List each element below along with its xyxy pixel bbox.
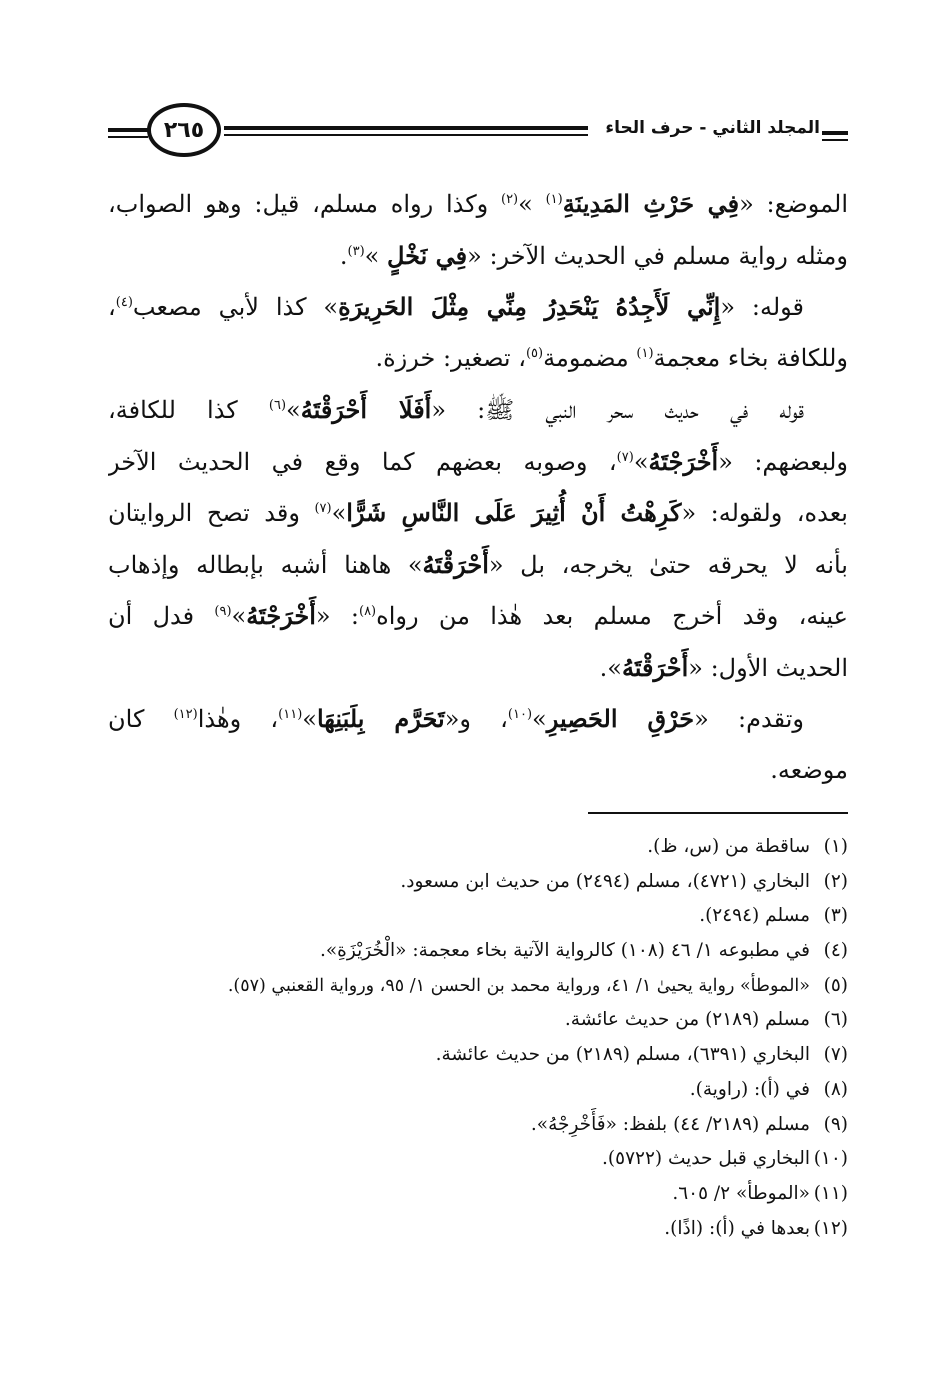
footnote — [108, 830, 848, 865]
header-rule — [224, 126, 588, 130]
footnote-ref: (٣) — [347, 243, 365, 259]
footnote-number: (٦) — [823, 1009, 848, 1031]
footnote-ref: (١١) — [278, 707, 303, 722]
header-rule — [822, 131, 848, 135]
page-number: ٢٦٥ — [163, 117, 205, 143]
footnote-text: بعدها في (أ): (اذًا). — [664, 1217, 810, 1239]
footnote-text: في مطبوعه ١/ ٤٦ (١٠٨) كالرواية الآتية بخاء معجمة: «الْخُرَيْزَةِ». — [319, 940, 810, 962]
footnote-number: (٣) — [823, 905, 848, 927]
body-line: الموضع: «فِي حَرْثِ المَدِينَةِ$^{(١)}$ »$^{(٢)}$ وكذا رواه مسلم، قيل: وهو الصواب، — [108, 189, 848, 218]
body-line: ومثله رواية مسلم في الحديث الآخر: «فِي نَخْلٍ »$^{(٣)}$. — [339, 240, 848, 270]
footnote-ref: (٥) — [525, 345, 544, 361]
body-line: قوله: «إِنِّي لَأَجِدُهُ يَنْحَدِرُ مِنِّي مِثْلَ الحَرِيرَةِ» كذا لأبي مصعب$^{(٤)}$، — [108, 292, 805, 321]
header-rule — [108, 136, 148, 138]
footnote — [108, 1108, 848, 1143]
footnote-number: (٩) — [823, 1113, 848, 1135]
footnote-number: (١) — [823, 836, 848, 857]
body-line: عينه، وقد أخرج مسلم بعد هٰذا من رواه$^{(٨)}$: «أَخْرَجْتَهُ»$^{(٩)}$ فدل أن — [108, 601, 848, 630]
footnote-number: (١١) — [813, 1182, 848, 1204]
footnote-number: (١٢) — [813, 1217, 848, 1239]
footnote-ref: (١٢) — [173, 707, 198, 722]
footnote — [108, 1003, 848, 1038]
footnote — [108, 1073, 848, 1108]
footnote-text: البخاري قبل حديث (٥٧٢٢). — [602, 1148, 810, 1170]
footnote-text: مسلم (٢٤٩٤). — [699, 905, 810, 927]
footnote-ref: (١) — [636, 345, 654, 361]
footnote-ref: (٨) — [358, 604, 377, 619]
footnote-number: (٨) — [823, 1078, 848, 1100]
footnote-ref: (٩) — [214, 604, 232, 619]
footnote — [108, 865, 848, 900]
footnote-ref: (٢) — [500, 192, 519, 207]
footnote-separator — [588, 812, 848, 814]
footnote-ref: (٤) — [115, 295, 133, 310]
running-head: المجلد الثاني - حرف الحاء — [605, 118, 820, 138]
header-rule — [224, 134, 588, 136]
body-line: ولبعضهم: «أَخْرَجْتَهُ»$^{(٧)}$، وصوبه بعضهم كما وقع في الحديث الآخر — [108, 446, 848, 476]
footnote-ref: (٧) — [616, 449, 634, 465]
footnote — [108, 1038, 848, 1073]
footnote-number: (١٠) — [813, 1148, 848, 1170]
body-line: الحديث الأول: «أَحْرَقْتَهُ». — [599, 652, 848, 682]
footnote — [108, 934, 848, 969]
header-rule — [822, 139, 848, 141]
footnote — [108, 1212, 848, 1247]
footnotes — [108, 830, 848, 1246]
footnote-number: (٥) — [823, 974, 848, 996]
body-line: وللكافة بخاء معجمة$^{(١)}$ مضمومة$^{(٥)}$، تصغير: خرزة. — [375, 343, 848, 372]
footnote-ref: (٦) — [268, 398, 287, 413]
footnote-ref: (١٠) — [507, 707, 533, 722]
footnote-ref: (١) — [545, 192, 563, 207]
footnote — [108, 899, 848, 934]
footnote-text: البخاري (٤٧٢١)، مسلم (٢٤٩٤) من حديث ابن مسعود. — [400, 870, 810, 892]
body-line: قوله في حديث سحر النبي ﷺ: «أَفَلَا أَحْرَقْتَهُ»$^{(٦)}$ كذا للكافة، — [108, 395, 804, 424]
footnote-text: مسلم (٢١٨٩) من حديث عائشة. — [564, 1009, 810, 1031]
footnote-text: ساقطة من (س، ظ). — [647, 836, 810, 857]
footnote-number: (٢) — [823, 870, 848, 892]
footnote-text: البخاري (٦٣٩١)، مسلم (٢١٨٩) من حديث عائشة. — [435, 1044, 810, 1066]
footnote-text: في (أ): (راوية). — [689, 1078, 810, 1100]
footnote — [108, 1142, 848, 1177]
footnote-text: «الموطأ» رواية يحيىٰ ١/ ٤١، ورواية محمد بن الحسن ١/ ٩٥، ورواية القعنبي (٥٧). — [227, 975, 810, 996]
header-rule — [108, 128, 148, 132]
footnote-number: (٤) — [823, 940, 848, 962]
footnote-text: مسلم (٢١٨٩/ ٤٤) بلفظ: «فَأَخْرِجْهُ». — [530, 1113, 810, 1135]
body-line: موضعه. — [770, 755, 848, 784]
body-line: وتقدم: «حَرْقِ الحَصِيرِ»$^{(١٠)}$، و«تَحَرَّم بِلَبَنِهَا»$^{(١١)}$، وهٰذا$^{(١٢)}$ كان — [108, 704, 804, 733]
footnote-text: «الموطأ» ٢/ ٦٠٥. — [672, 1182, 810, 1204]
body-line: بأنه لا يحرقه حتىٰ يخرجه، بل «أَحْرَقْتَهُ» هاهنا أشبه بإبطاله وإذهاب — [108, 549, 848, 579]
footnote — [108, 1177, 848, 1212]
page-number-circle — [147, 103, 221, 157]
body-line: بعده، ولقوله: «كَرِهْتُ أَنْ أُثِيرَ عَلَى النَّاسِ شَرًّا»$^{(٧)}$ وقد تصح الروايتان — [108, 498, 848, 527]
footnote-ref: (٧) — [314, 501, 332, 516]
footnote-number: (٧) — [823, 1044, 848, 1066]
body-text — [108, 178, 848, 796]
footnote — [108, 969, 848, 1004]
